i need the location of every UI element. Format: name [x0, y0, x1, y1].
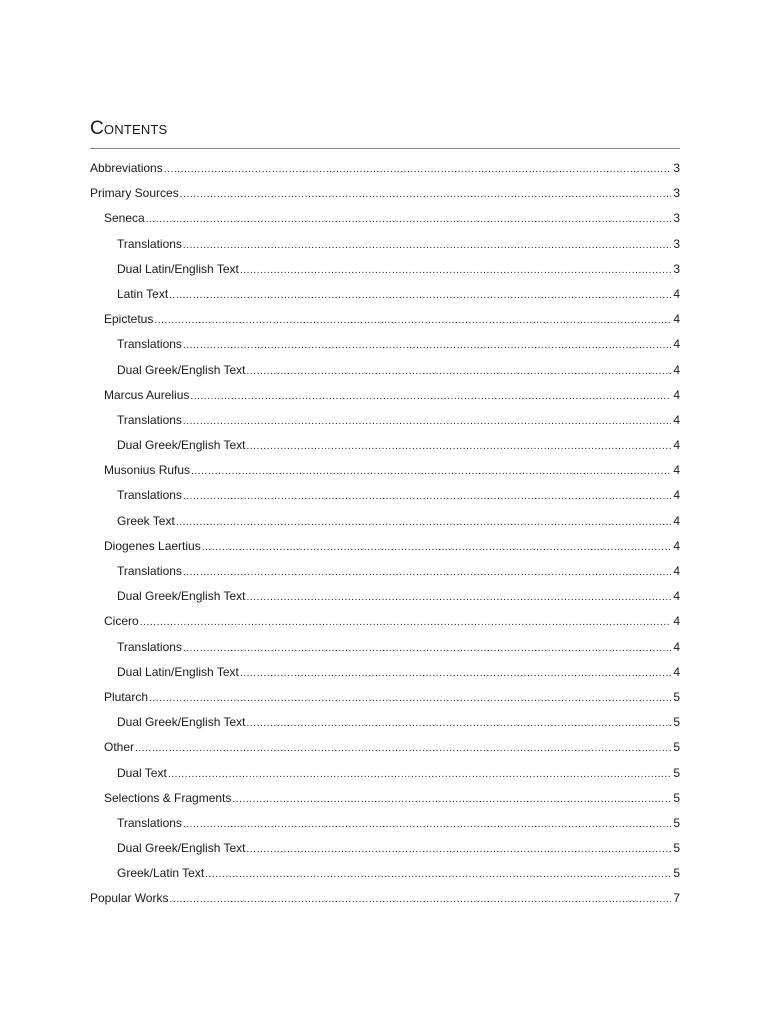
toc-entry[interactable]	[90, 157, 680, 182]
dot-leader	[180, 184, 671, 206]
toc-entry[interactable]	[90, 686, 680, 711]
dot-leader	[232, 789, 671, 811]
dot-leader	[247, 839, 671, 861]
toc-entry-title: Translations	[117, 488, 182, 503]
toc-entry[interactable]	[90, 636, 680, 661]
toc-entry-title: Dual Greek/English Text	[117, 841, 246, 856]
toc-entry-title: Translations	[117, 337, 182, 352]
toc-entry-title: Selections & Fragments	[104, 790, 232, 805]
toc-entry-page-number: 4	[673, 488, 680, 503]
toc-entry-title: Greek/Latin Text	[117, 866, 205, 881]
toc-entry[interactable]	[90, 359, 680, 384]
toc-entry-page-number: 5	[673, 715, 680, 730]
toc-entry-page-number: 5	[673, 866, 680, 881]
toc-entry-page-number: 4	[673, 614, 680, 629]
dot-leader	[183, 235, 671, 257]
toc-entry[interactable]	[90, 862, 680, 887]
dot-leader	[169, 285, 671, 307]
toc-entry-title: Abbreviations	[90, 161, 163, 175]
dot-leader	[168, 764, 671, 786]
toc-entry-page-number: 5	[673, 815, 680, 830]
toc-entry-page-number: 3	[673, 261, 680, 276]
dot-leader	[247, 587, 671, 609]
dot-leader	[140, 612, 671, 634]
dot-leader	[191, 461, 671, 483]
toc-entry[interactable]	[90, 560, 680, 585]
toc-entry-title: Dual Greek/English Text	[117, 589, 246, 604]
toc-entry-title: Dual Latin/English Text	[117, 664, 239, 679]
toc-entry[interactable]	[90, 308, 680, 333]
toc-entry[interactable]	[90, 409, 680, 434]
toc-entry-page-number: 4	[673, 337, 680, 352]
toc-entry[interactable]	[90, 434, 680, 459]
toc-entry-title: Translations	[117, 236, 182, 251]
toc-entry-title: Popular Works	[90, 891, 169, 906]
toc-entry-title: Epictetus	[104, 312, 154, 327]
toc-entry-title: Dual Text	[117, 765, 167, 780]
toc-entry[interactable]	[90, 661, 680, 686]
toc-entry-page-number: 4	[673, 664, 680, 679]
dot-leader	[183, 638, 671, 660]
toc-entry-title: Greek Text	[117, 513, 175, 528]
toc-entry-page-number: 4	[673, 463, 680, 478]
dot-leader	[183, 411, 671, 433]
dot-leader	[247, 713, 671, 735]
dot-leader	[149, 688, 671, 710]
toc-entry[interactable]	[90, 812, 680, 837]
dot-leader	[240, 260, 671, 282]
toc-entry-title: Dual Greek/English Text	[117, 438, 246, 453]
toc-entry[interactable]	[90, 333, 680, 358]
toc-entry[interactable]	[90, 182, 680, 207]
toc-entry[interactable]	[90, 787, 680, 812]
toc-entry-title: Other	[104, 740, 135, 755]
toc-entry-title: Plutarch	[104, 689, 149, 704]
toc-entry-title: Diogenes Laertius	[104, 538, 201, 553]
dot-leader	[154, 310, 671, 332]
toc-entry-page-number: 4	[673, 387, 680, 402]
toc-entry[interactable]	[90, 887, 680, 912]
toc-entry-page-number: 4	[673, 286, 680, 301]
toc-entry-page-number: 4	[673, 412, 680, 427]
toc-entry-page-number: 7	[673, 891, 680, 906]
toc-entry-page-number: 3	[673, 161, 680, 175]
table-of-contents	[90, 157, 680, 913]
toc-entry-title: Translations	[117, 564, 182, 578]
toc-entry-title: Musonius Rufus	[104, 463, 191, 478]
toc-entry-title: Translations	[117, 815, 182, 830]
toc-entry-page-number: 5	[673, 765, 680, 780]
dot-leader	[183, 335, 671, 357]
dot-leader	[146, 209, 671, 231]
toc-entry-page-number: 5	[673, 841, 680, 856]
toc-entry-page-number: 5	[673, 740, 680, 755]
dot-leader	[176, 512, 671, 534]
toc-entry-page-number: 4	[673, 538, 680, 553]
dot-leader	[169, 889, 671, 911]
toc-entry-page-number: 4	[673, 362, 680, 377]
heading-rule	[90, 148, 680, 149]
dot-leader	[190, 386, 671, 408]
toc-entry-page-number: 3	[673, 236, 680, 251]
toc-entry-title: Dual Latin/English Text	[117, 261, 239, 276]
toc-entry-page-number: 4	[673, 589, 680, 604]
dot-leader	[247, 361, 671, 383]
toc-entry-title: Cicero	[104, 614, 139, 629]
toc-entry-title: Translations	[117, 639, 182, 654]
toc-entry-title: Seneca	[104, 211, 145, 226]
dot-leader	[164, 159, 671, 181]
toc-entry[interactable]	[90, 207, 680, 232]
toc-entry[interactable]	[90, 233, 680, 258]
toc-entry-page-number: 4	[673, 438, 680, 453]
toc-entry-title: Latin Text	[117, 286, 169, 301]
toc-entry[interactable]	[90, 535, 680, 560]
toc-entry-title: Primary Sources	[90, 186, 179, 201]
toc-entry-page-number: 5	[673, 689, 680, 704]
toc-entry-page-number: 3	[673, 186, 680, 201]
dot-leader	[183, 562, 671, 584]
toc-entry[interactable]	[90, 762, 680, 787]
toc-entry-page-number: 4	[673, 564, 680, 578]
toc-entry-title: Dual Greek/English Text	[117, 362, 246, 377]
toc-entry[interactable]	[90, 484, 680, 509]
toc-entry[interactable]	[90, 837, 680, 862]
toc-entry[interactable]	[90, 510, 680, 535]
toc-entry-page-number: 3	[673, 211, 680, 226]
toc-entry[interactable]	[90, 459, 680, 484]
dot-leader	[247, 436, 671, 458]
toc-entry-page-number: 4	[673, 312, 680, 327]
toc-entry[interactable]	[90, 711, 680, 736]
dot-leader	[202, 537, 671, 559]
toc-entry-title: Dual Greek/English Text	[117, 715, 246, 730]
dot-leader	[135, 738, 671, 760]
toc-entry[interactable]	[90, 585, 680, 610]
toc-entry-title: Marcus Aurelius	[104, 387, 190, 402]
toc-entry[interactable]	[90, 258, 680, 283]
dot-leader	[240, 663, 671, 685]
toc-entry-title: Translations	[117, 412, 182, 427]
toc-entry-page-number: 4	[673, 513, 680, 528]
dot-leader	[183, 486, 671, 508]
dot-leader	[183, 814, 671, 836]
toc-entry[interactable]	[90, 610, 680, 635]
toc-entry[interactable]	[90, 283, 680, 308]
dot-leader	[205, 864, 671, 886]
toc-entry[interactable]	[90, 736, 680, 761]
toc-entry[interactable]	[90, 384, 680, 409]
toc-entry-page-number: 4	[673, 639, 680, 654]
toc-entry-page-number: 5	[673, 790, 680, 805]
page-title: Contents	[90, 118, 168, 139]
